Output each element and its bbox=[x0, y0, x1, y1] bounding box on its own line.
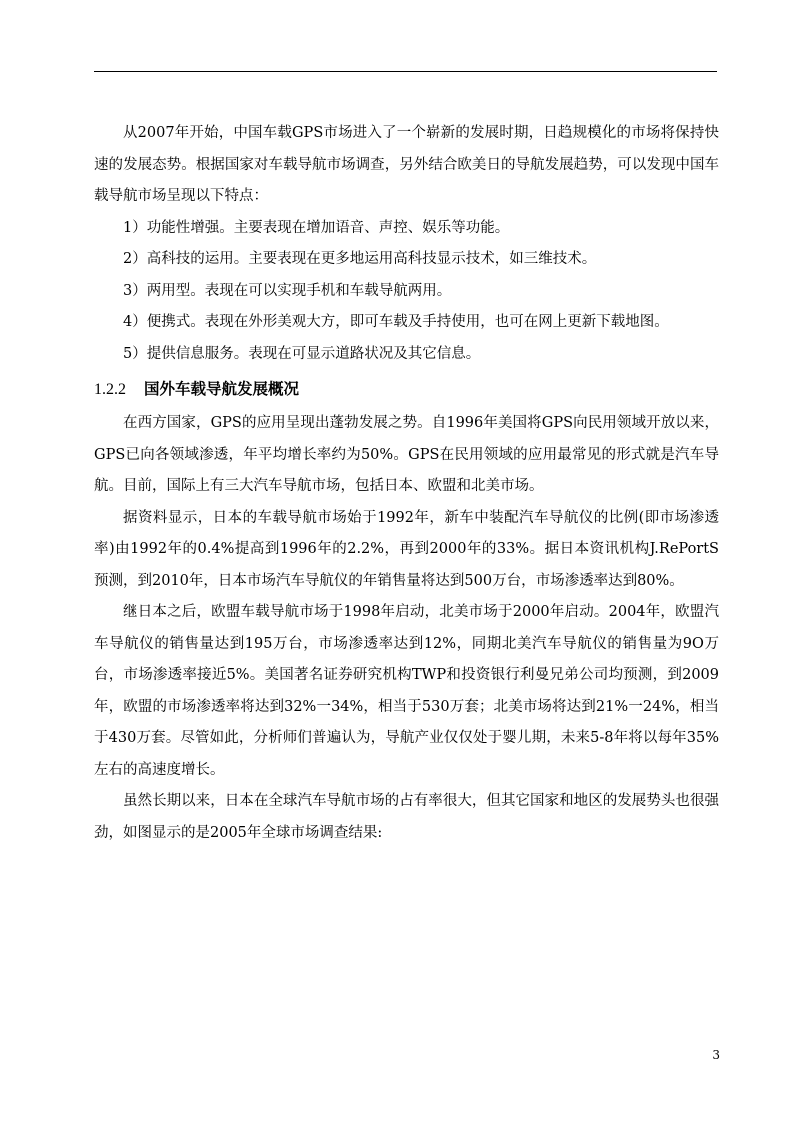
intro-paragraph: 从2007年开始，中国车载GPS市场进入了一个崭新的发展时期，日趋规模化的市场将保持快速的发展态势。根据国家对车载导航市场调查，另外结合欧美日的导航发展趋势，可以发现中国车载导航市场呈现以下特点： bbox=[94, 125, 719, 204]
list-item: 5）提供信息服务。表现在可显示道路状况及其它信息。 bbox=[123, 345, 481, 362]
section-title: 国外车载导航发展概况 bbox=[144, 380, 300, 398]
body-paragraph: 据资料显示，日本的车载导航市场始于1992年，新车中装配汽车导航仪的比例(即市场渗透率)由1992年的0.4%提高到1996年的2.2%，再到2000年的33%。据日本资讯机构J.RePortS预测，到2010年，日本市场汽车导航仪的年销售量将达到500万台，市场渗透率达到80%。 bbox=[94, 509, 719, 589]
list-item: 4）便携式。表现在外形美观大方，即可车载及手持使用，也可在网上更新下载地图。 bbox=[123, 314, 669, 330]
page-content bbox=[94, 118, 719, 849]
body-paragraph: 虽然长期以来，日本在全球汽车导航市场的占有率很大，但其它国家和地区的发展势头也很强劲，如图显示的是2005年全球市场调查结果: bbox=[94, 793, 719, 841]
list-item: 1）功能性增强。主要表现在增加语音、声控、娱乐等功能。 bbox=[123, 219, 510, 236]
body-paragraph: 在西方国家，GPS的应用呈现出蓬勃发展之势。自1996年美国将GPS向民用领域开放以来，GPS已向各领域渗透，年平均增长率约为50%。GPS在民用领域的应用最常见的形式就是汽车导航。目前，国际上有三大汽车导航市场，包括日本、欧盟和北美市场。 bbox=[94, 415, 719, 494]
header-rule bbox=[94, 71, 717, 72]
body-paragraph: 继日本之后，欧盟车载导航市场于1998年启动，北美市场于2000年启动。2004年，欧盟汽车导航仪的销售量达到195万台，市场渗透率达到12%，同期北美汽车导航仪的销售量为9O万台，市场渗透率接近5%。美国著名证券研究机构TWP和投资银行利曼兄弟公司均预测，到2009年，欧盟的市场渗透率将达到32%一34%，相当于530万套；北美市场将达到21%一24%，相当于430万套。尽管如此，分析师们普遍认为，导航产业仅仅处于婴儿期，未来5-8年将以每年35%左右的高速度增长。 bbox=[94, 604, 719, 778]
section-number: 1.2.2 bbox=[94, 381, 126, 398]
page-number: 3 bbox=[712, 1048, 720, 1062]
section-heading bbox=[94, 370, 719, 408]
list-item: 2）高科技的运用。主要表现在更多地运用高科技显示技术，如三维技术。 bbox=[123, 251, 597, 267]
list-item: 3）两用型。表现在可以实现手机和车载导航两用。 bbox=[123, 282, 452, 299]
